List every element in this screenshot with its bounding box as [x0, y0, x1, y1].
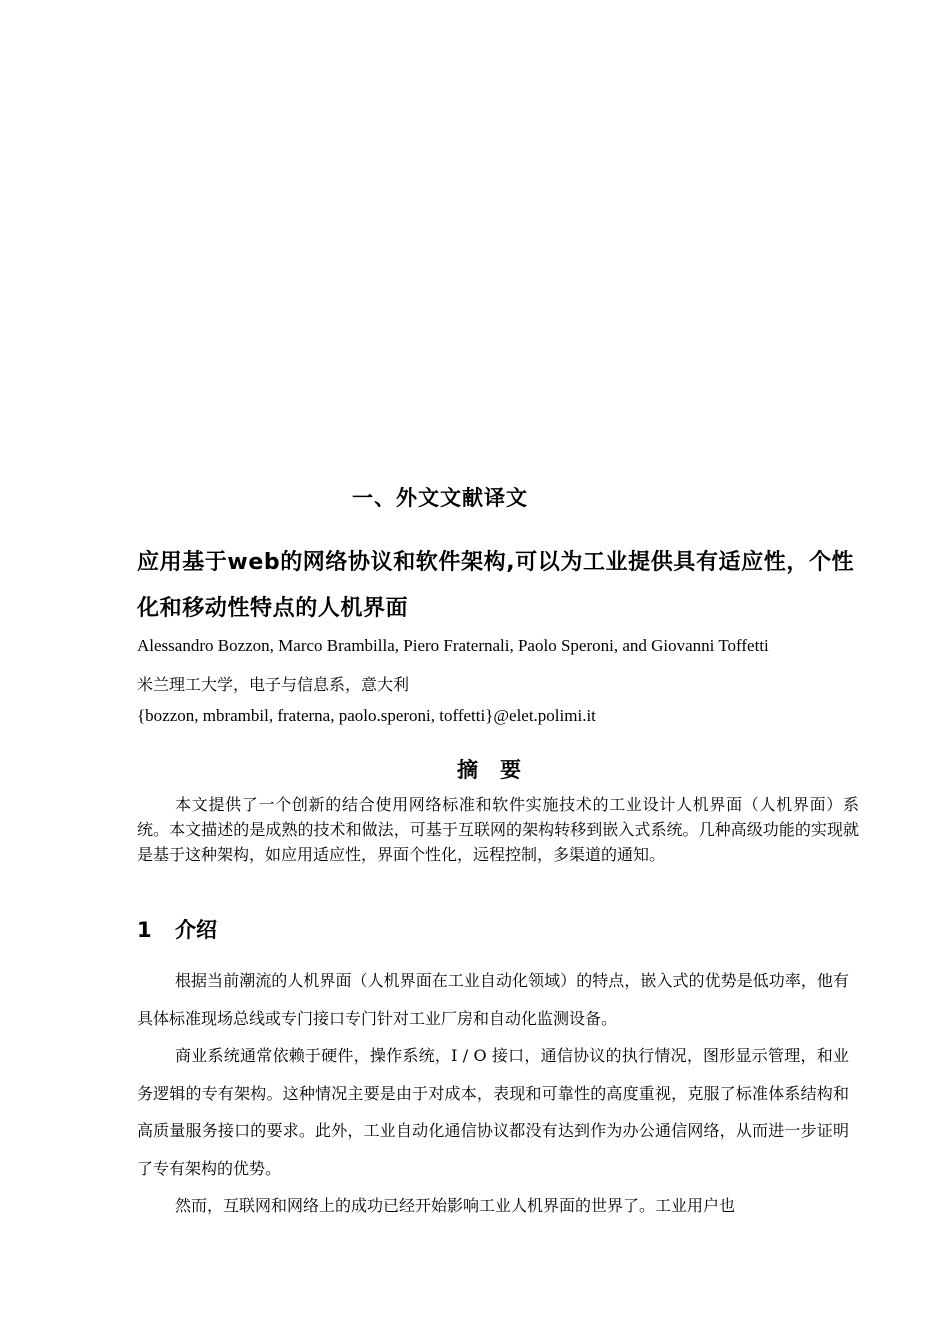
section-title: 一、外文文献译文: [352, 486, 528, 510]
intro-section-title: 介绍: [175, 918, 217, 942]
author-list: Alessandro Bozzon, Marco Brambilla, Piero Fraternali, Paolo Speroni, and Giovanni Toffetti: [137, 636, 769, 655]
author-emails: {bozzon, mbrambil, fraterna, paolo.speroni, toffetti}@elet.polimi.it: [137, 706, 596, 725]
intro-paragraph: 然而，互联网和网络上的成功已经开始影响工业人机界面的世界了。工业用户也: [175, 1196, 736, 1215]
intro-paragraph: 商业系统通常依赖于硬件，操作系统，I / O 接口，通信协议的执行情况，图形显示管理，和业务逻辑的专有架构。这种情况主要是由于对成本，表现和可靠性的高度重视，克服了标准体系结构和高质量服务接口的要求。此外，工业自动化通信协议都没有达到作为办公通信网络，从而进一步证明了专有架构的优势。: [137, 1046, 849, 1178]
intro-section-number: 1: [137, 918, 152, 942]
paper-title: 应用基于web的网络协议和软件架构,可以为工业提供具有适应性，个性化和移动性特点的人机界面: [137, 550, 855, 621]
intro-heading: [137, 914, 217, 944]
abstract-body: 本文提供了一个创新的结合使用网络标准和软件实施技术的工业设计人机界面（人机界面）系统。本文描述的是成熟的技术和做法，可基于互联网的架构转移到嵌入式系统。几种高级功能的实现就是基于这种架构，如应用适应性，界面个性化，远程控制，多渠道的通知。: [137, 795, 859, 864]
intro-paragraph: 根据当前潮流的人机界面（人机界面在工业自动化领域）的特点，嵌入式的优势是低功率，他有具体标准现场总线或专门接口专门针对工业厂房和自动化监测设备。: [137, 971, 849, 1028]
affiliation: 米兰理工大学，电子与信息系，意大利: [137, 675, 410, 694]
intro-body: [137, 962, 849, 1225]
abstract-heading: 摘要: [457, 758, 543, 782]
